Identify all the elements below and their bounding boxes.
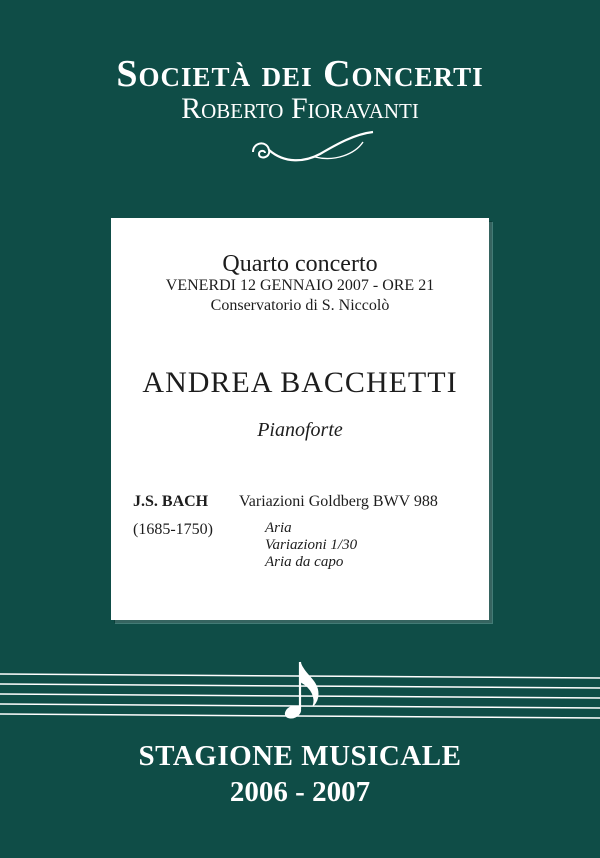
concert-venue: Conservatorio di S. Niccolò: [210, 297, 390, 314]
artist-name: ANDREA BACCHETTI: [142, 366, 458, 399]
founder-name: Roberto Fioravanti: [181, 92, 419, 125]
ornamental-scroll-icon: [245, 124, 385, 172]
movement-item: Aria: [265, 520, 292, 536]
artist-instrument: Pianoforte: [257, 419, 343, 441]
composer-dates: (1685-1750): [133, 521, 213, 538]
program-card: [111, 218, 489, 620]
music-staff: [0, 660, 600, 740]
movement-list: [265, 520, 357, 571]
header: [0, 52, 600, 126]
concert-number: Quarto concerto: [222, 251, 378, 277]
movement-item: Aria da capo: [265, 554, 344, 570]
society-title: Società dei Concerti: [116, 53, 484, 95]
season-years: 2006 - 2007: [229, 776, 371, 808]
composer-name: J.S. BACH: [133, 493, 209, 510]
work-title: Variazioni Goldberg BWV 988: [239, 493, 438, 510]
eighth-note-icon: [283, 662, 318, 721]
movement-item: Variazioni 1/30: [265, 537, 358, 553]
concert-date-time: VENERDI 12 GENNAIO 2007 - ORE 21: [165, 277, 435, 294]
season-title: STAGIONE MUSICALE: [138, 740, 462, 772]
